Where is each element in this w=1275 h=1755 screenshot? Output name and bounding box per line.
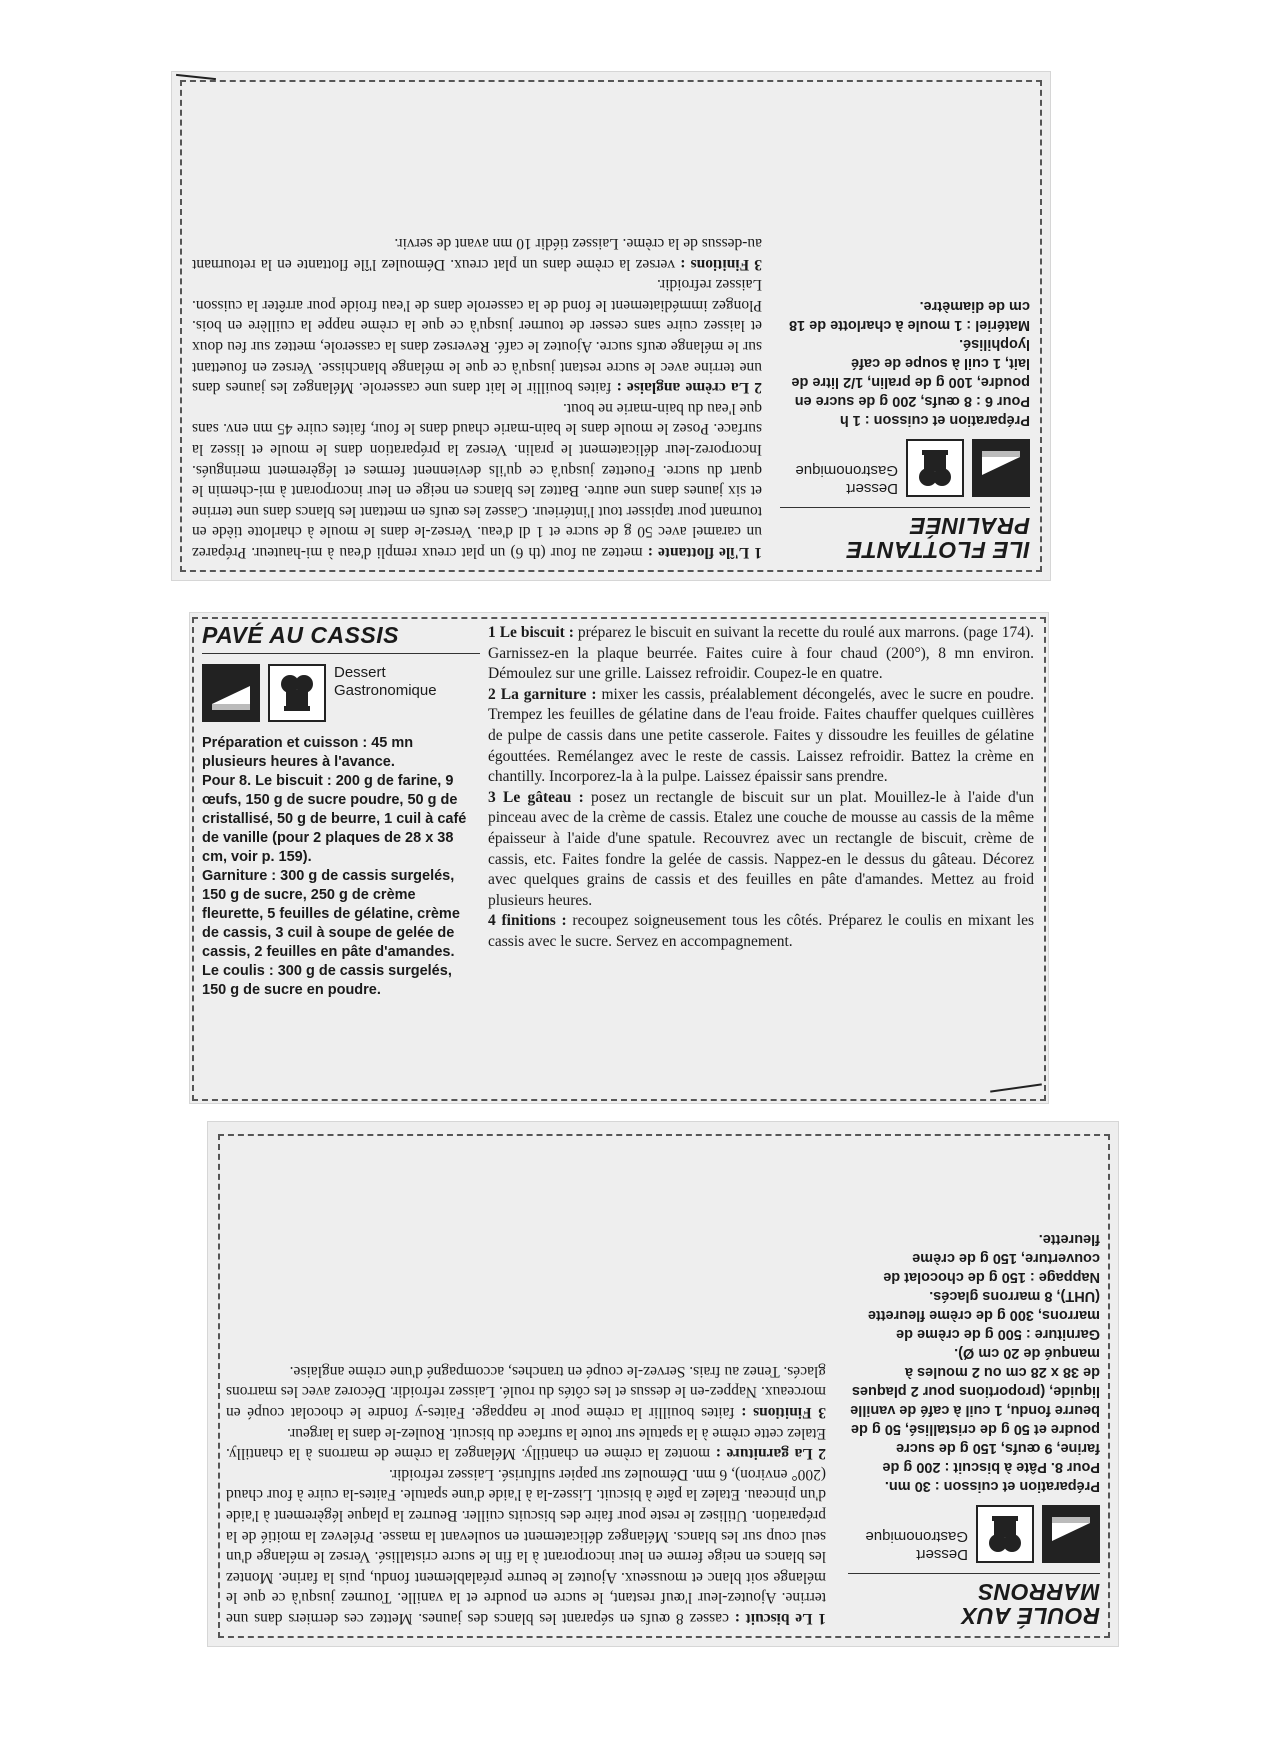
recipe-steps (192, 233, 762, 563)
recipe-title: PAVÉ AU CASSIS (202, 622, 399, 648)
recipe-header (848, 1229, 1100, 1628)
chef-hat-icon (906, 439, 964, 497)
cake-slice-icon (202, 664, 260, 722)
chef-hat-icon (268, 664, 326, 722)
step: 2 La garniture : montez la crème en chantilly. Mélangez la crème de marrons à la chantilly. Etalez cette crème à la spatule sur toute la surface du biscuit. Roulez-le dans la largeur. (226, 1424, 826, 1463)
recipe-steps (488, 623, 1034, 953)
ingredient-line: Préparation et cuisson : 45 mn plusieurs heures à l'avance. (202, 735, 414, 770)
step: 2 La garniture : mixer les cassis, préalablement décongelés, avec le sucre en poudre. Trempez les feuilles de gélatine dans de l'eau froide. Faites chauffer quelques cuillères de pulpe de cassis dans une petite casserole. Faites y dissoudre les feuilles de gélatine égouttées. Remélangez avec le reste de cassis. Laissez refroidir. Battez la crème en chantilly. Incorporez-la à la pulpe. Laissez épaissir sans prendre. (488, 685, 1034, 786)
recipe-header (780, 296, 1030, 562)
ingredient-line: Pour 8. Pâte à biscuit : 200 g de farine, 9 œufs, 150 g de sucre poudre et 50 g de cristallisé, 50 g de beurre fondu, 1 cuil à café de vanille liquide, (proportions pour 2 plaques de 38 x 28 cm ou 2 moules à manqué de 20 cm Ø). (850, 1345, 1100, 1475)
ingredient-line: Pour 6 : 8 œufs, 200 g de sucre en poudre, 100 g de pralin, 1/2 litre de lait, 1 cuil à soupe de café lyophilisé. (791, 336, 1030, 409)
cake-slice-icon (1042, 1505, 1100, 1563)
step: 1 Le biscuit : préparez le biscuit en suivant la recette du roulé aux marrons. (page 174). Garnissez-en la plaque beurrée. Faites cuire à four chaud (200°), 8 mn environ. Démoulez sur une grille. Laissez refroidir. Coupez-le en quatre. (488, 624, 1034, 683)
step: 3 Finitions : faites bouillir la crème pour le nappage. Faites-y fondre le chocolat coupé en morceaux. Nappez-en le dessus et les côtés du roulé. Laissez refroidir. Décorez avec les marrons glacés. Tenez au frais. Servez-le coupé en tranches, accompagné d'une crème anglaise. (225, 1362, 826, 1422)
title-rule (780, 507, 1030, 508)
step: 1 Le biscuit : cassez 8 œufs en séparant les blancs des jaunes. Mettez ces derniers dans une terrine. Ajoutez-leur l'œuf restant, le sucre en poudre et la vanille. Tournez jusqu'à ce que le mélange soit blanc et mousseux. Ajoutez le beurre préalablement fondu, puis la farine. Montez les blancs en neige ferme en leur incorporant à la fin le sucre cristallisé. Versez le mélange d'un seul coup sur les blancs. Mélangez délicatement en soulevant la masse. Prélevez la moitié de la préparation. Utilisez le reste pour faire des biscuits cuiller. Beurrez la plaque légèrement à l'aide d'un pinceau. Etalez la pâte à biscuit. Lissez-la à l'aide d'une spatule. Faites-la cuire à four chaud (200° environ), 6 mn. Démoulez sur papier sulfurisé. Laissez refroidir. (226, 1465, 826, 1627)
recipe-category: Dessert Gastronomique (865, 1528, 968, 1563)
ingredients (848, 1229, 1100, 1495)
ingredient-line: Nappage : 150 g de chocolat de couverture, 150 g de crème fleurette. (883, 1231, 1100, 1285)
ingredient-line: Garniture : 500 g de crème de marrons, 300 g de crème fleurette (UHT), 8 marrons glacés. (867, 1288, 1100, 1342)
recipe-category: Dessert Gastronomique (795, 462, 898, 497)
ingredient-line: Pour 8. Le biscuit : 200 g de farine, 9 œufs, 150 g de sucre poudre, 50 g de cristallisé, 50 g de beurre, 1 cuil à café de vanille (pour 2 plaques de 28 x 38 cm, voir p. 159). (202, 773, 467, 865)
step: 2 La crème anglaise : faites bouillir le lait dans une casserole. Mélangez les jaunes dans une terrine avec le sucre restant jusqu'à ce que le mélange blanchisse. Versez en fouettant sur le mélange œufs sucre. Ajoutez le café. Reversez dans la casserole, mettez sur feu doux et laissez cuire sans cesser de tourner jusqu'à ce que la crème nappe la cuillère en bois. Plongez immédiatement le fond de la casserole dans de l'eau froide pour arrêter la cuisson. Laissez refroidir. (192, 276, 762, 397)
ingredient-line: Préparation et cuisson : 30 mn. (884, 1478, 1100, 1494)
ingredient-line: Garniture : 300 g de cassis surgelés, 150 g de sucre, 250 g de crème fleurette, 5 feuilles de gélatine, crème de cassis, 3 cuil à soupe de gelée de cassis, 2 feuilles en pâte d'amandes. (202, 868, 460, 960)
clipping-roule-aux-marrons (208, 1122, 1118, 1646)
clipping-ile-flottante (172, 72, 1050, 580)
recipe-steps (226, 1360, 826, 1628)
ingredient-line: Préparation et cuisson : 1 h (839, 412, 1030, 428)
step: 3 Finitions : versez la crème dans un plat creux. Démoulez l'île flottante en la retournant au-dessus de la crème. Laissez tiédir 10 mn avant de servir. (192, 235, 762, 273)
recipe-category: Dessert Gastronomique (334, 664, 437, 699)
step: 1 L'île flottante : mettez au four (th 6) un plat creux rempli d'eau à mi-hauteur. Préparez un caramel avec 50 g de sucre et 1 dl d'eau. Versez-le dans le moule à charlotte tiède en tournant pour tapisser tout l'intérieur. Cassez les œufs en mettant les blancs dans une terrine et six jaunes dans une autre. Battez les blancs en neige en leur incorporant à mi-chemin le quart du sucre. Fouettez jusqu'à ce qu'ils deviennent fermes et légèrement meringués. Incorporez-leur délicatement le pralin. Versez la préparation dans le moule et lissez la surface. Posez le moule dans le bain-marie chaud dans le four, faites cuire 45 mn env. sans que l'eau du bain-marie ne bout. (192, 399, 762, 561)
chef-hat-icon (976, 1505, 1034, 1563)
step: 4 finitions : recoupez soigneusement tous les côtés. Préparez le coulis en mixant les cassis avec le sucre. Servez en accompagnement. (488, 912, 1034, 950)
recipe-title: ROULÉ AUX MARRONS (960, 1579, 1100, 1629)
cake-slice-icon (972, 439, 1030, 497)
step: 3 Le gâteau : posez un rectangle de biscuit sur un plat. Mouillez-le à l'aide d'un pinceau avec de la crème de cassis. Etalez une couche de mousse au cassis de la même épaisseur à l'aide d'une spatule. Recouvrez avec un rectangle de biscuit, crème de cassis, etc. Faites fondre la gelée de cassis. Nappez-en le dessus du gâteau. Décorez avec quelques grains de cassis et des feuilles en pâte d'amandes. Mettez au froid plusieurs heures. (488, 788, 1034, 909)
title-rule (848, 1573, 1100, 1574)
recipe-title: ILE FLOTTANTE PRALINÉE (846, 513, 1030, 563)
clipping-pave-au-cassis (190, 613, 1048, 1103)
ingredient-line: Matériel : 1 moule à charlotte de 18 cm de diamètre. (789, 298, 1030, 333)
ingredient-line: Le coulis : 300 g de cassis surgelés, 150 g de sucre en poudre. (202, 963, 452, 998)
ingredients (780, 296, 1030, 429)
ingredients (202, 734, 480, 1000)
recipe-header (202, 623, 480, 1000)
title-rule (202, 653, 480, 654)
